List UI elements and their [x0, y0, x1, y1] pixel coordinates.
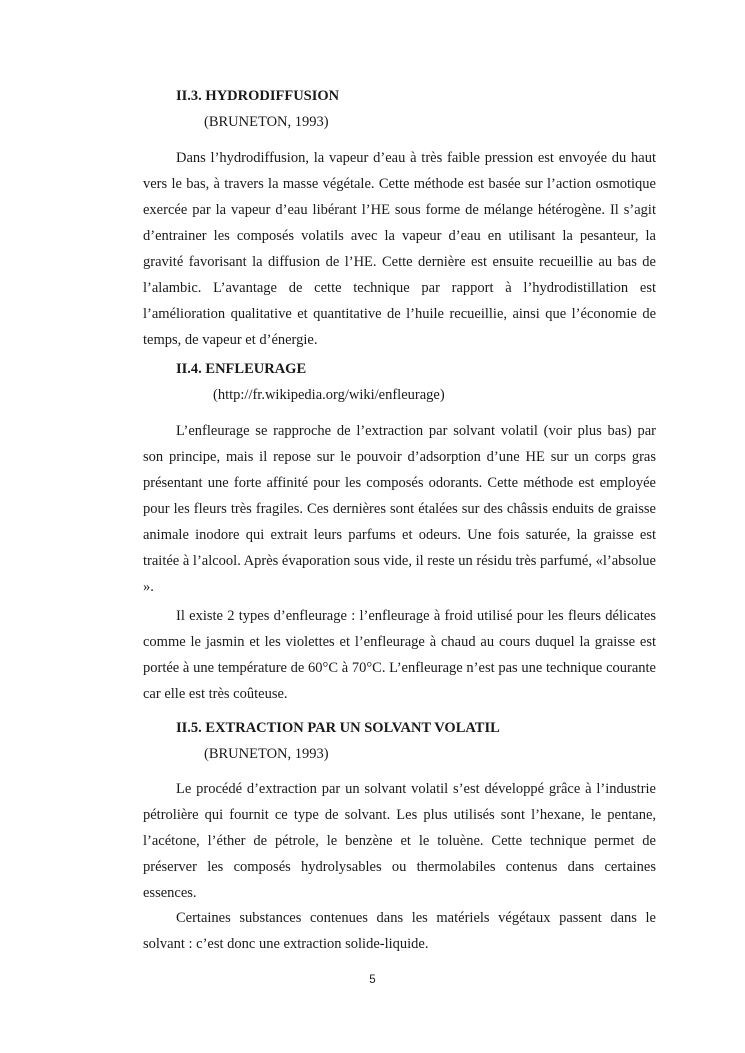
section-heading-enfleurage: II.4. ENFLEURAGE: [176, 361, 307, 377]
page-number: 5: [369, 974, 376, 986]
paragraph-extraction-process: Le procédé d’extraction par un solvant volatil s’est développé grâce à l’industrie pétrolière qui fournit ce type de solvant. Les plus utilisés sont l’hexane, le pentane, l’acétone, l’éther de pétrole, le benzène et le toluène. Cette technique permet de préserver les composés hydrolysables ou thermolabiles contenus dans certaines essences.: [143, 781, 656, 901]
paragraph-enfleurage-principle: L’enfleurage se rapproche de l’extraction par solvant volatil (voir plus bas) par son principe, mais il repose sur le pouvoir d’adsorption d’une HE sur un corps gras présentant une forte affinité pour les composés odorants. Cette méthode est employée pour les fleurs très fragiles. Ces dernières sont étalées sur des châssis enduits de graisse animale inodore qui extrait leurs parfums et odeurs. Une fois saturée, la graisse est traitée à l’alcool. Après évaporation sous vide, il reste un résidu très parfumé, «l’absolue ».: [143, 423, 656, 595]
citation-bruneton-hydrodiffusion: (BRUNETON, 1993): [204, 114, 329, 130]
section-heading-extraction-solvant: II.5. EXTRACTION PAR UN SOLVANT VOLATIL: [176, 720, 500, 736]
paragraph-hydrodiffusion: Dans l’hydrodiffusion, la vapeur d’eau à très faible pression est envoyée du haut vers le bas, à travers la masse végétale. Cette méthode est basée sur l’action osmotique exercée par la vapeur d’eau libérant l’HE sous forme de mélange hétérogène. Il s’agit d’entrainer les composés volatils avec la vapeur d’eau en utilisant la pesanteur, la gravité favorisant la diffusion de l’HE. Cette dernière est ensuite recueillie au bas de l’alambic. L’avantage de cette technique par rapport à l’hydrodistillation est l’amélioration qualitative et quantitative de l’huile recueillie, ainsi que l’économie de temps, de vapeur et d’énergie.: [143, 150, 656, 348]
section-heading-hydrodiffusion: II.3. HYDRODIFFUSION: [176, 88, 340, 104]
citation-bruneton-extraction: (BRUNETON, 1993): [204, 746, 329, 762]
paragraph-extraction-solid-liquid: Certaines substances contenues dans les matériels végétaux passent dans le solvant : c’est donc une extraction solide-liquide.: [143, 910, 656, 952]
paragraph-enfleurage-types: Il existe 2 types d’enfleurage : l’enfleurage à froid utilisé pour les fleurs délicates comme le jasmin et les violettes et l’enfleurage à chaud au cours duquel la graisse est portée à une température de 60°C à 70°C. L’enfleurage n’est pas une technique courante car elle est très coûteuse.: [143, 608, 656, 702]
citation-wikipedia-enfleurage: (http://fr.wikipedia.org/wiki/enfleurage): [213, 387, 445, 403]
